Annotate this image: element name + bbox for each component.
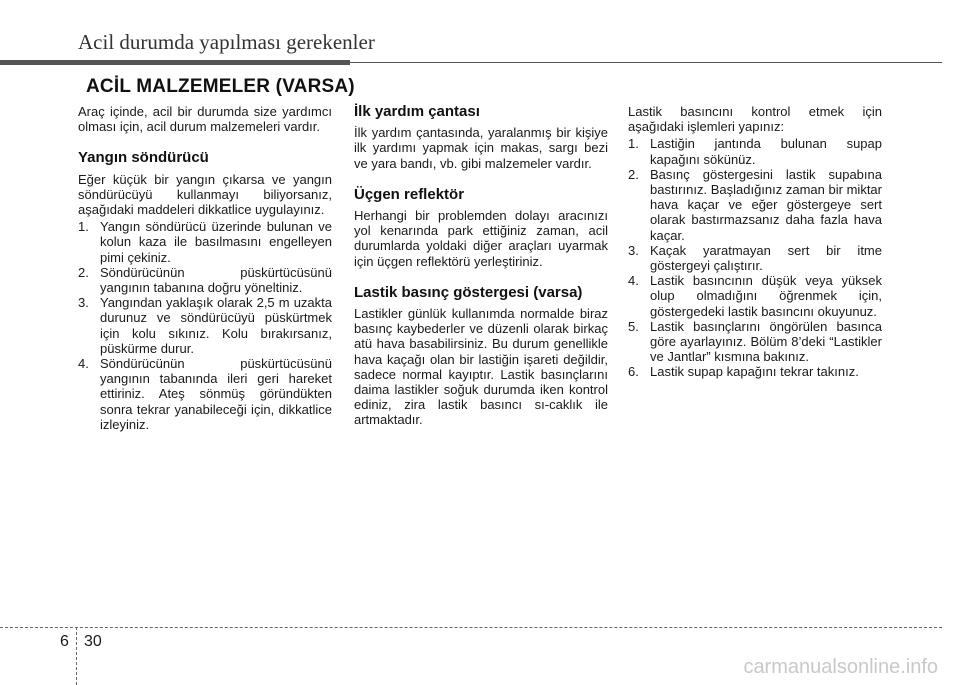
extinguisher-steps: [78, 219, 332, 432]
list-item: 6. Lastik supap kapağını tekrar takınız.: [628, 364, 859, 380]
footer-line: [0, 627, 942, 628]
list-item: 4. Lastik basıncının düşük veya yüksek olup olmadığını öğrenmek için, göstergedeki lastik basıncını okuyunuz.: [628, 273, 882, 319]
pressure-intro: Lastik basıncını kontrol etmek için aşağıdaki işlemleri yapınız:: [628, 104, 882, 135]
header-title: Acil durumda yapılması gerekenler: [78, 30, 375, 54]
column-left: [78, 104, 332, 432]
footer-divider: [76, 627, 77, 685]
section-title: ACİL MALZEMELER (VARSA): [86, 76, 355, 97]
list-item: 2. Söndürücünün püskürtücüsünü yangının tabanına doğru yöneltiniz.: [78, 264, 332, 296]
triangle-heading: Üçgen reflektör: [354, 185, 465, 203]
column-middle: [354, 104, 608, 428]
header-bar: [0, 60, 350, 65]
list-item: 3. Yangından yaklaşık olarak 2,5 m uzakta durunuz ve söndürücüyü püskürtmek için kolu sıkınız. Kolu bırakırsanız, püskürme durur.: [78, 295, 332, 356]
list-item: 5. Lastik basınçlarını öngörülen basınca göre ayarlayınız. Bölüm 8’deki “Lastikler ve Jantlar” kısmına bakınız.: [628, 318, 882, 365]
list-item: 3. Kaçak yaratmayan sert bir itme göstergeyi çalıştırır.: [628, 242, 882, 274]
list-item: 2. Basınç göstergesini lastik supabına bastırınız. Başladığınız zaman bir miktar hava kaçar ve eğer göstergeye sert olarak bastırmazsanız daha fazla hava kaçar.: [628, 166, 882, 243]
gauge-paragraph: Lastikler günlük kullanımda normalde biraz basınç kaybederler ve düzenli olarak birkaç atü hava basabilirsiniz. Bu durum genellikle hava kaçağı olan bir lastiğin işareti değildir, sadece normal kayıptır. Lastik basınçlarını daima lastikler soğuk durumda iken kontrol ediniz, zira lastik basıncı sı-caklık ile artmaktadır.: [354, 306, 608, 428]
chapter-number: 6: [60, 633, 69, 650]
page-number: 30: [84, 633, 102, 650]
list-item: 4. Söndürücünün püskürtücüsünü yangının tabanında ileri geri hareket ettiriniz. Ateş sönmüş göründükten sonra tekrar yanabileceği için, dikkatlice izleyiniz.: [78, 356, 332, 432]
list-item: 1. Lastiğin jantında bulunan supap kapağını sökünüz.: [628, 136, 882, 167]
extinguisher-paragraph: Eğer küçük bir yangın çıkarsa ve yangın söndürücüyü kullanmayı biliyorsanız, aşağıdaki maddeleri dikkatlice uygulayınız.: [78, 171, 332, 218]
watermark: carmanualsonline.info: [743, 656, 938, 678]
list-item: 1. Yangın söndürücü üzerinde bulunan ve kolun kaza ile basılmasını engelleyen pimi çekiniz.: [78, 219, 332, 265]
pressure-steps: [628, 136, 882, 379]
firstaid-heading: İlk yardım çantası: [354, 103, 480, 120]
intro-paragraph: Araç içinde, acil bir durumda size yardımcı olması için, acil durum malzemeleri vardır.: [78, 104, 332, 135]
extinguisher-heading: Yangın söndürücü: [78, 149, 209, 167]
firstaid-paragraph: İlk yardım çantasında, yaralanmış bir kişiye ilk yardımı yapmak için makas, sargı bezi ve yara bandı, vb. gibi malzemeler vardır.: [354, 125, 608, 171]
gauge-heading: Lastik basınç göstergesi (varsa): [354, 283, 583, 301]
column-right: [628, 104, 882, 380]
triangle-paragraph: Herhangi bir problemden dolayı aracınızı yol kenarında park ettiğiniz zaman, acil durumlarda yoldaki diğer araçları uyarmak için üçgen reflektörü yerleştiriniz.: [354, 208, 608, 269]
header-line: [350, 62, 942, 63]
